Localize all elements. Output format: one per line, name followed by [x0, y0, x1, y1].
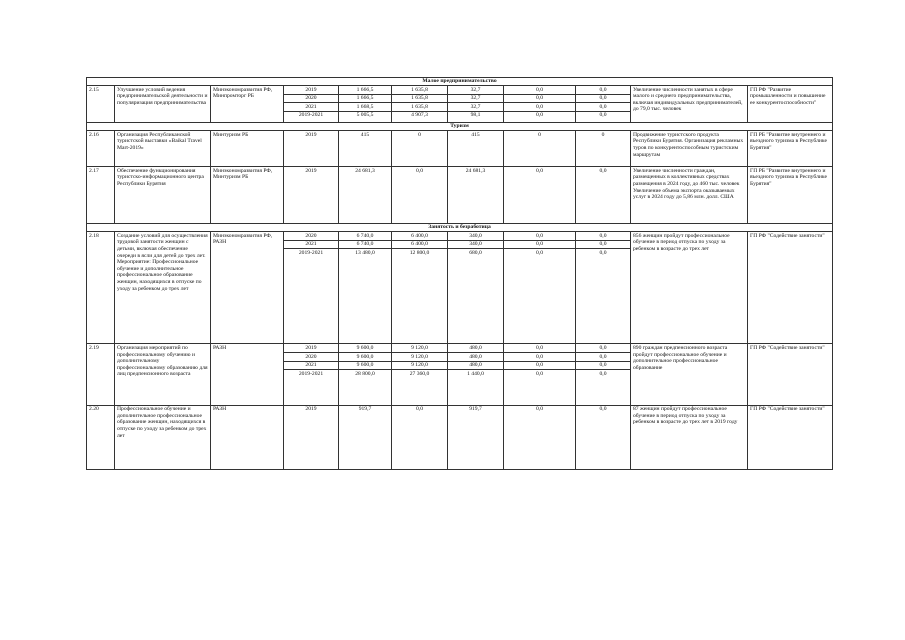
item-result: 87 женщин пройдут профессиональное обучение в период отпуска по уходу за ребенком в возрасте до трех лет в 2019 году	[631, 405, 748, 469]
amount-regional: 340,0	[448, 232, 504, 241]
item-name: Организация мероприятий по профессиональному обучению и дополнительному профессиональному образованию для лиц предпенсионного возраста	[115, 344, 211, 405]
item-program: ГП РФ "Развитие промышленности и повышение ее конкурентоспособности"	[748, 86, 833, 123]
amount-total: 28 800,0	[339, 370, 392, 406]
amount-total: 6 740,0	[339, 240, 392, 249]
section-title: Малое предпринимательство	[87, 78, 833, 86]
amount-regional: 32,7	[448, 103, 504, 112]
year-cell: 2021	[284, 361, 339, 370]
year-cell: 2019	[284, 405, 339, 469]
amount-total: 6 740,0	[339, 232, 392, 241]
amount-extra: 0,0	[576, 405, 631, 469]
amount-local: 0,0	[504, 344, 576, 353]
amount-regional: 480,0	[448, 353, 504, 362]
amount-extra: 0	[576, 131, 631, 167]
amount-local: 0,0	[504, 103, 576, 112]
year-cell: 2019	[284, 86, 339, 95]
table-row	[87, 232, 833, 241]
amount-total: 1 666,5	[339, 94, 392, 103]
year-cell: 2020	[284, 353, 339, 362]
amount-federal: 27 360,0	[392, 370, 448, 406]
item-executor: Минэкономразвития РФ, Минтуризм РБ	[211, 167, 284, 224]
amount-regional: 32,7	[448, 94, 504, 103]
item-program: ГП РБ "Развитие внутреннего и въездного туризма в Республике Бурятия"	[748, 131, 833, 167]
item-number: 2.18	[87, 232, 115, 344]
amount-total: 24 681,3	[339, 167, 392, 224]
amount-extra: 0,0	[576, 232, 631, 241]
item-number: 2.16	[87, 131, 115, 167]
item-result: 890 граждан предпенсионного возраста пройдут профессиональное обучение и дополнительное профессиональное образование	[631, 344, 748, 405]
section-title: Туризм	[87, 123, 833, 131]
amount-local: 0,0	[504, 94, 576, 103]
amount-federal: 1 635,8	[392, 94, 448, 103]
amount-federal: 9 120,0	[392, 361, 448, 370]
item-program: ГП РФ "Содействие занятости"	[748, 232, 833, 344]
amount-extra: 0,0	[576, 111, 631, 123]
amount-local: 0,0	[504, 405, 576, 469]
amount-local: 0,0	[504, 86, 576, 95]
amount-extra: 0,0	[576, 344, 631, 353]
section-header-row	[87, 123, 833, 131]
amount-regional: 340,0	[448, 240, 504, 249]
amount-total: 5 005,5	[339, 111, 392, 123]
amount-total: 9 600,0	[339, 344, 392, 353]
amount-regional: 680,0	[448, 249, 504, 344]
amount-regional: 480,0	[448, 361, 504, 370]
item-result: Продвижение туристского продукта Республики Бурятия. Организация рекламных туров по конкурентоспособным туристским маршрутам	[631, 131, 748, 167]
amount-regional: 1 440,0	[448, 370, 504, 406]
amount-federal: 0	[392, 131, 448, 167]
item-name: Создание условий для осуществления трудовой занятости женщин с детьми, включая обеспечение очереди в ясли для детей до трех лет. Мероприятие: Профессиональное обучение и дополнительное профессиональное образование женщин, находящихся в отпуске по уходу за ребенком до трех лет	[115, 232, 211, 344]
item-result: Увеличение численности занятых в сфере малого и среднего предпринимательства, включая индивидуальных предпринимателей, до 79,0 тыс. человек	[631, 86, 748, 123]
item-executor: Минэкономразвития РФ, Минпромторг РБ	[211, 86, 284, 123]
item-name: Обеспечение функционирования туристско-информационного центра Республики Бурятия	[115, 167, 211, 224]
amount-local: 0,0	[504, 111, 576, 123]
amount-local: 0,0	[504, 167, 576, 224]
item-number: 2.15	[87, 86, 115, 123]
amount-federal: 1 635,8	[392, 86, 448, 95]
table-row	[87, 167, 833, 224]
amount-local: 0,0	[504, 353, 576, 362]
amount-total: 919,7	[339, 405, 392, 469]
year-cell: 2019	[284, 131, 339, 167]
year-cell: 2019	[284, 344, 339, 353]
item-program: ГП РБ "Развитие внутреннего и въездного туризма в Республике Бурятия"	[748, 167, 833, 224]
item-result: Увеличение численности граждан, размещенных в коллективных средствах размещения в 2024 году, до 460 тыс. человек Увеличение объема экспорта оказываемых услуг в 2024 году до 5,86 млн. долл. США	[631, 167, 748, 224]
amount-regional: 415	[448, 131, 504, 167]
year-cell: 2019-2021	[284, 249, 339, 344]
table-row	[87, 344, 833, 353]
table-row	[87, 405, 833, 469]
item-name: Организация Республиканской туристской выставки «Baikal Travel Mart-2019»	[115, 131, 211, 167]
amount-total: 1 666,5	[339, 86, 392, 95]
amount-federal: 1 635,8	[392, 103, 448, 112]
amount-local: 0,0	[504, 232, 576, 241]
item-number: 2.17	[87, 167, 115, 224]
amount-regional: 919,7	[448, 405, 504, 469]
table-row	[87, 131, 833, 167]
amount-local: 0,0	[504, 249, 576, 344]
item-executor: РАЗН	[211, 344, 284, 405]
amount-local: 0,0	[504, 240, 576, 249]
amount-federal: 6 400,0	[392, 240, 448, 249]
amount-total: 9 600,0	[339, 361, 392, 370]
section-title: Занятость и безработица	[87, 224, 833, 232]
section-header-row	[87, 78, 833, 86]
item-number: 2.20	[87, 405, 115, 469]
amount-regional: 98,1	[448, 111, 504, 123]
section-header-row	[87, 224, 833, 232]
item-executor: Минэкономразвития РФ, РАЗН	[211, 232, 284, 344]
table-row	[87, 86, 833, 95]
amount-federal: 12 800,0	[392, 249, 448, 344]
amount-local: 0	[504, 131, 576, 167]
item-program: ГП РФ "Содействие занятости"	[748, 344, 833, 405]
year-cell: 2019-2021	[284, 111, 339, 123]
item-program: ГП РФ "Содействие занятости"	[748, 405, 833, 469]
amount-extra: 0,0	[576, 86, 631, 95]
amount-federal: 4 907,3	[392, 111, 448, 123]
amount-extra: 0,0	[576, 361, 631, 370]
amount-regional: 24 681,3	[448, 167, 504, 224]
amount-regional: 480,0	[448, 344, 504, 353]
year-cell: 2020	[284, 232, 339, 241]
amount-federal: 0,0	[392, 405, 448, 469]
amount-federal: 9 120,0	[392, 344, 448, 353]
item-name: Улучшение условий ведения предпринимательской деятельности и популяризация предпринимательства	[115, 86, 211, 123]
year-cell: 2021	[284, 240, 339, 249]
amount-extra: 0,0	[576, 249, 631, 344]
program-table	[86, 77, 833, 470]
item-number: 2.19	[87, 344, 115, 405]
amount-extra: 0,0	[576, 353, 631, 362]
amount-extra: 0,0	[576, 370, 631, 406]
year-cell: 2020	[284, 94, 339, 103]
amount-local: 0,0	[504, 370, 576, 406]
amount-federal: 0,0	[392, 167, 448, 224]
amount-extra: 0,0	[576, 103, 631, 112]
amount-federal: 9 120,0	[392, 353, 448, 362]
amount-total: 415	[339, 131, 392, 167]
item-executor: Минтуризм РБ	[211, 131, 284, 167]
amount-federal: 6 400,0	[392, 232, 448, 241]
amount-extra: 0,0	[576, 240, 631, 249]
amount-total: 13 480,0	[339, 249, 392, 344]
item-name: Профессиональное обучение и дополнительное профессиональное образование женщин, находящихся в отпуске по уходу за ребенком до трех лет	[115, 405, 211, 469]
amount-extra: 0,0	[576, 94, 631, 103]
item-result: 856 женщин пройдут профессиональное обучение в период отпуска по уходу за ребенком в возрасте до трех лет	[631, 232, 748, 344]
year-cell: 2021	[284, 103, 339, 112]
amount-regional: 32,7	[448, 86, 504, 95]
amount-total: 1 668,5	[339, 103, 392, 112]
amount-total: 9 600,0	[339, 353, 392, 362]
item-executor: РАЗН	[211, 405, 284, 469]
amount-local: 0,0	[504, 361, 576, 370]
amount-extra: 0,0	[576, 167, 631, 224]
year-cell: 2019-2021	[284, 370, 339, 406]
year-cell: 2019	[284, 167, 339, 224]
